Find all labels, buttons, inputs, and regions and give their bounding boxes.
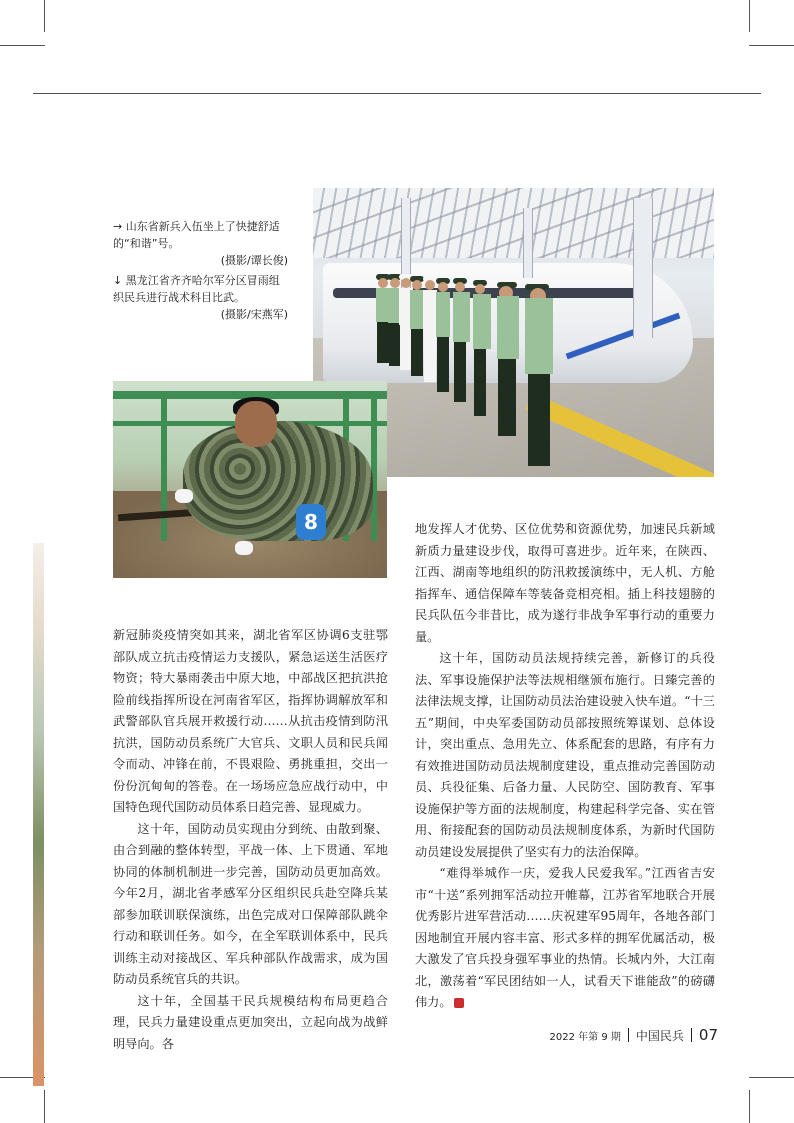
caption-text: 山东省新兵入伍坐上了快捷舒适的“和谐”号。 xyxy=(113,220,280,250)
divider xyxy=(628,1028,629,1042)
militia-soldier-camouflage xyxy=(183,421,373,541)
fence-post xyxy=(161,391,167,541)
station-pillar xyxy=(523,208,533,278)
soldier xyxy=(410,290,424,376)
glove xyxy=(235,541,253,555)
soldier xyxy=(436,292,450,392)
magazine-name: 中国民兵 xyxy=(635,1028,684,1043)
page-footer xyxy=(550,1026,718,1044)
caption-train-photo xyxy=(113,218,288,269)
station-pillar xyxy=(633,198,653,338)
crop-mark xyxy=(0,45,45,46)
canopy-trusses xyxy=(313,188,714,258)
header-rule xyxy=(33,93,761,94)
arrow-right-icon: → xyxy=(113,220,123,233)
arrow-down-icon: ↓ xyxy=(113,274,123,287)
paragraph xyxy=(415,863,715,1014)
paragraph: 这十年，国防动员法规持续完善，新修订的兵役法、军事设施保护法等法规相继颁布施行。日臻完善的法律法规支撑，让国防动员法治建设驶入快车道。“十三五”期间，中央军委国防动员部按照统筹谋划、总体设计，突出重点、急用先立、体系配套的思路，有序有力有效推进国防动员法规制度建设，重点推动完善国防动员、兵役征集、后备力量、人民防空、国防教育、军事设施保护等方面的法规制度，构建起科学完备、实在管用、衔接配套的国防动员法规制度体系，为新时代国防动员建设发展提供了坚实有力的法治保障。 xyxy=(415,651,715,859)
caption-text: 黑龙江省齐齐哈尔军分区冒雨组织民兵进行战术科目比武。 xyxy=(113,274,280,304)
crop-mark xyxy=(749,0,750,32)
paragraph-text: “难得举城作一庆，爱我人民爱我军。”江西省吉安市“十送”系列拥军活动拉开帷幕，江苏省军地联合开展优秀影片进军营活动……庆祝建军95周年，各地各部门因地制宜开展内容丰富、形式多样的拥军优属活动，极大激发了官兵投身强军事业的热情。长城内外，大江南北，激荡着“军民团结如一人，试看天下谁能敌”的磅礴伟力。 xyxy=(415,866,715,1009)
paragraph: 这十年，国防动员实现由分到统、由散到聚、由合到融的整体转型，平战一体、上下贯通、军地协同的体制机制进一步完善，国防动员更加高效。今年2月，湖北省孝感军分区组织民兵赴空降兵某部参加联训联保演练，出色完成对口保障部队跳伞行动和联训任务。如今，在全军联训体系中，民兵训练主动对接战区、军兵种部队作战需求，成为国防动员系统官兵的共识。 xyxy=(113,821,388,986)
photo-credit: (摄影/谭长俊) xyxy=(220,254,288,267)
page-number: 07 xyxy=(698,1026,718,1044)
glove xyxy=(175,489,193,503)
issue-number: 2022 年第 9 期 xyxy=(549,1031,621,1043)
article-right-column xyxy=(415,519,715,1014)
crop-mark xyxy=(749,45,794,46)
article-left-column xyxy=(113,625,388,1055)
paragraph: 新冠肺炎疫情突如其来，湖北省军区协调6支驻鄂部队成立抗击疫情运力支援队，紧急运送生活医疗物资；特大暴雨袭击中原大地，中部战区把抗洪抢险前线指挥所设在河南省军区，指挥协调解放军和武警部队官兵展开救援行动……从抗击疫情到防汛抗洪，国防动员系统广大官兵、文职人员和民兵闻令而动、冲锋在前，不畏艰险、勇挑重担，交出一份份沉甸甸的答卷。在一场场应急应战行动中，中国特色现代国防动员体系日趋完善、显现威力。 xyxy=(113,628,388,814)
crop-mark xyxy=(749,1090,750,1123)
photo-credit: (摄影/宋燕军) xyxy=(220,308,288,321)
soldier xyxy=(497,296,519,436)
crop-mark xyxy=(44,1090,45,1123)
fence-post xyxy=(371,391,377,541)
paragraph: 地发挥人才优势、区位优势和资源优势，加速民兵新域新质力量建设步伐，取得可喜进步。近年来，在陕西、江西、湖南等地组织的防汛救援演练中，无人机、方舱指挥车、通信保障车等装备竞相亮相。插上科技翅膀的民兵队伍今非昔比，成为遂行非战争军事行动的重要力量。 xyxy=(415,522,715,644)
paragraph: 这十年，全国基干民兵规模结构布局更趋合理，民兵力量建设重点更加突出，立起向战为战鲜明导向。各 xyxy=(113,993,388,1051)
soldier xyxy=(453,292,470,402)
soldier xyxy=(525,298,553,466)
side-photo-strip xyxy=(33,543,44,1086)
crop-mark xyxy=(749,1077,794,1078)
photo-militia-drill xyxy=(113,381,387,578)
end-mark-icon: Z xyxy=(454,998,464,1008)
soldier xyxy=(473,294,491,416)
number-badge: 8 xyxy=(296,504,326,540)
soldier xyxy=(423,290,437,382)
soldier-head xyxy=(235,401,277,447)
crop-mark xyxy=(44,0,45,32)
divider xyxy=(691,1028,692,1042)
caption-training-photo xyxy=(113,272,288,323)
